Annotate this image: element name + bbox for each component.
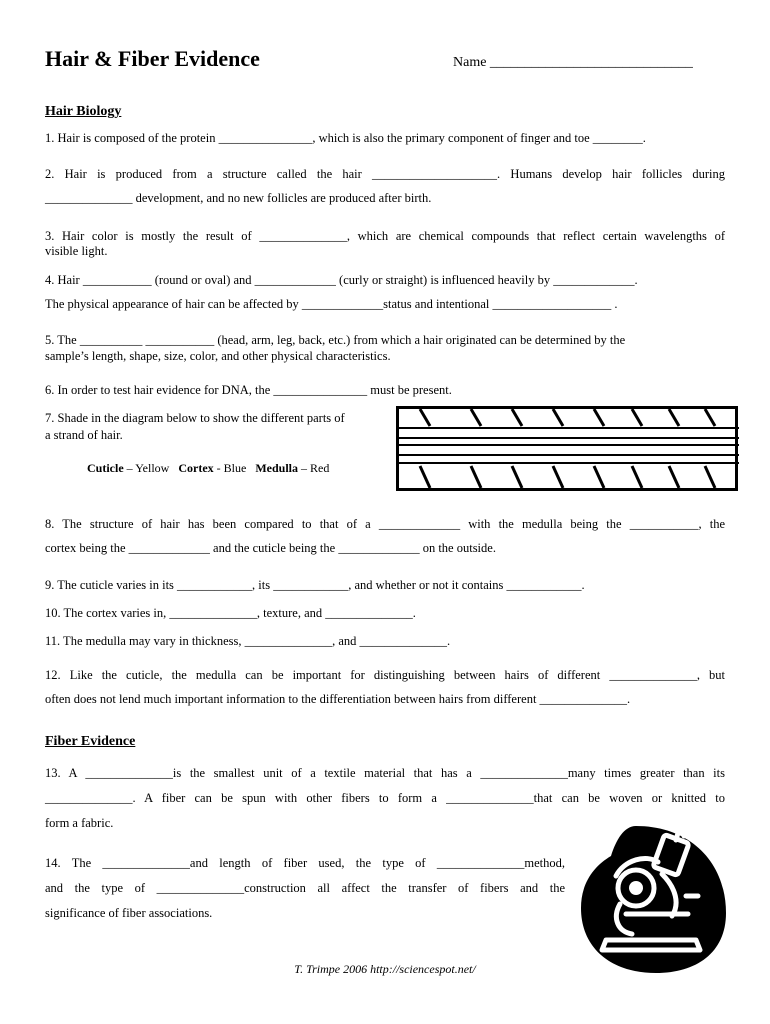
section-fiber-evidence: Fiber Evidence [45,734,136,749]
footer-credit: T. Trimpe 2006 http://sciencespot.net/ [294,962,476,976]
hair-strand-diagram[interactable] [396,406,739,492]
question-7-line-2: a strand of hair. [45,428,123,442]
section-hair-biology: Hair Biology [45,104,122,119]
question-4-line-2: The physical appearance of hair can be affected by _____________status and intentional ___________________ . [45,297,618,311]
question-7-line-1: 7. Shade in the diagram below to show the different parts of [45,411,345,425]
question-1: 1. Hair is composed of the protein _______________, which is also the primary component of finger and toe ________. [45,131,646,145]
page-title: Hair & Fiber Evidence [45,46,260,71]
question-6: 6. In order to test hair evidence for DNA, the _______________ must be present. [45,383,452,397]
legend-medulla-color: – Red [301,461,330,475]
hair-outline [398,408,737,490]
question-13-line-3: form a fabric. [45,816,114,830]
question-8-line-2: cortex being the _____________ and the cuticle being the _____________ on the outside. [45,541,496,555]
question-14-line-1: 14. The ______________and length of fiber used, the type of ______________method, [45,856,565,870]
question-8-line-1: 8. The structure of hair has been compared to that of a _____________ with the medulla being the ___________, the [45,517,725,531]
question-3-line-1: 3. Hair color is mostly the result of ______________, which are chemical compounds that reflect certain wavelengths of [45,229,725,243]
question-12-line-1: 12. Like the cuticle, the medulla can be important for distinguishing between hairs of different ______________, but [45,668,725,682]
question-13-line-2: ______________. A fiber can be spun with other fibers to form a ______________that can be woven or knitted to [45,791,725,805]
question-2-line-2: ______________ development, and no new follicles are produced after birth. [45,191,432,205]
legend-medulla: Medulla [255,461,299,475]
question-3-line-2: visible light. [45,244,108,258]
question-4-line-1: 4. Hair ___________ (round or oval) and _____________ (curly or straight) is influenced heavily by _____________. [45,273,638,287]
question-11: 11. The medulla may vary in thickness, ______________, and ______________. [45,634,451,648]
question-9: 9. The cuticle varies in its ____________, its ____________, and whether or not it contains ____________. [45,578,585,592]
question-14-line-2: and the type of ______________construction all affect the transfer of fibers and the [45,881,565,895]
question-2-line-1: 2. Hair is produced from a structure called the hair ____________________. Humans develop hair follicles during [45,167,725,181]
name-field[interactable]: Name _____________________________ [453,55,693,70]
legend-cortex-color: - Blue [216,461,247,475]
question-5-line-2: sample’s length, shape, size, color, and other physical characteristics. [45,349,391,363]
hair-legend [87,461,329,476]
legend-cuticle: Cuticle [87,461,124,475]
legend-cortex: Cortex [178,461,214,475]
legend-cuticle-color: – Yellow [126,461,170,475]
question-10: 10. The cortex varies in, ______________, texture, and ______________. [45,606,416,620]
microscope-icon [576,818,731,974]
question-13-line-1: 13. A ______________is the smallest unit of a textile material that has a ______________many times greater than its [45,766,725,780]
question-5-line-1: 5. The __________ ___________ (head, arm, leg, back, etc.) from which a hair originated can be determined by the [45,333,626,347]
question-14-line-3: significance of fiber associations. [45,906,213,920]
question-12-line-2: often does not lend much important information to the differentiation between hairs from different ______________. [45,692,631,706]
